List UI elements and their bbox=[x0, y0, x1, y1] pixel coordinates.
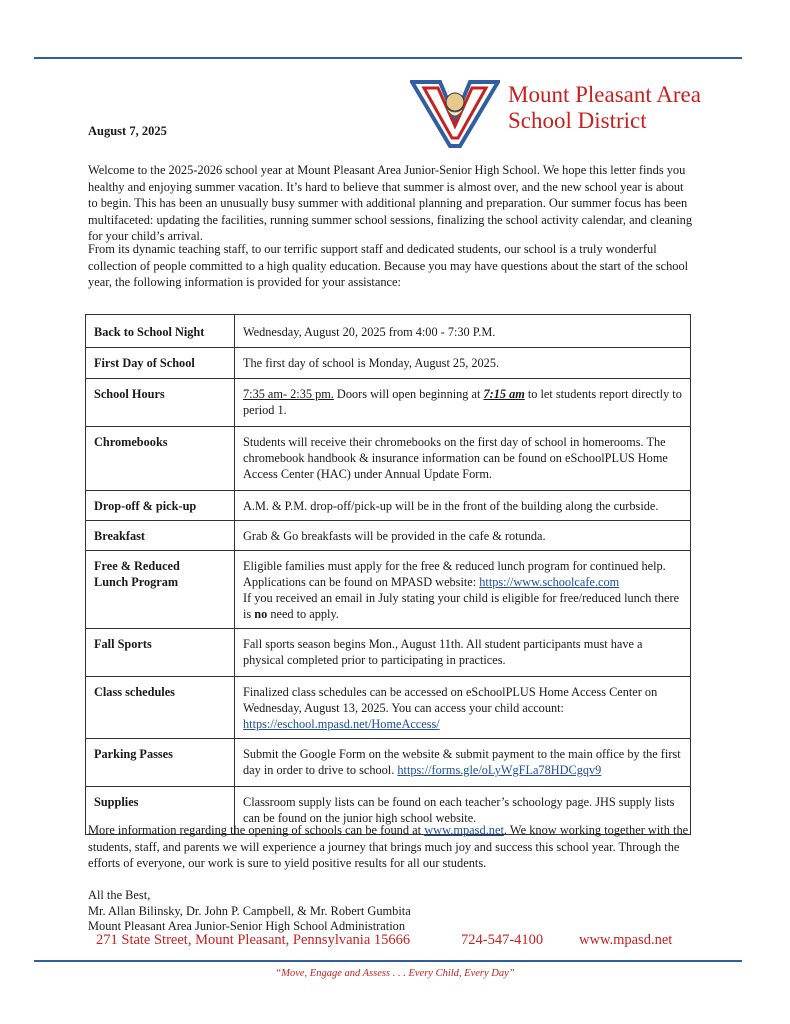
parking-text: Submit the Google Form on the website & submit payment to the main office by the first day in order to drive to school. bbox=[243, 747, 681, 777]
row-text: Classroom supply lists can be found on each teacher’s schoology page. JHS supply lists can be found on the junior high school website. bbox=[235, 787, 691, 835]
home-access-link[interactable]: https://eschool.mpasd.net/HomeAccess/ bbox=[243, 717, 440, 731]
table-row bbox=[86, 551, 691, 629]
lunch-no-emphasis: no bbox=[254, 607, 268, 621]
row-label: Class schedules bbox=[86, 677, 235, 739]
table-row bbox=[86, 379, 691, 427]
row-text: The first day of school is Monday, August 25, 2025. bbox=[235, 348, 691, 379]
closing-text-a: More information regarding the opening of schools can be found at bbox=[88, 823, 425, 837]
district-name bbox=[508, 82, 701, 134]
row-label: Chromebooks bbox=[86, 427, 235, 491]
schoolcafe-link[interactable]: https://www.schoolcafe.com bbox=[479, 575, 620, 589]
district-motto: “Move, Engage and Assess . . . Every Child, Every Day” bbox=[275, 968, 515, 979]
row-text bbox=[235, 739, 691, 787]
row-text bbox=[235, 379, 691, 427]
school-hours-text-b: to let students report directly to period 1. bbox=[243, 387, 682, 417]
lunch-text-b: If you received an email in July stating your child is eligible for free/reduced lunch there is bbox=[243, 591, 680, 621]
row-label: Drop-off & pick-up bbox=[86, 491, 235, 521]
lunch-text-a: Eligible families must apply for the free & reduced lunch program for continued help. Applications can be found on MPASD website: bbox=[243, 559, 666, 589]
table-row bbox=[86, 491, 691, 521]
table-row bbox=[86, 315, 691, 348]
footer-address: 271 State Street, Mount Pleasant, Pennsylvania 15666 bbox=[96, 932, 411, 948]
letter-date: August 7, 2025 bbox=[88, 124, 167, 138]
school-logo-icon bbox=[410, 78, 500, 148]
footer-divider bbox=[34, 960, 742, 962]
row-label: First Day of School bbox=[86, 348, 235, 379]
info-table bbox=[85, 314, 691, 835]
table-row bbox=[86, 521, 691, 551]
row-label: Parking Passes bbox=[86, 739, 235, 787]
signoff-greeting: All the Best, bbox=[88, 888, 151, 902]
row-label: Back to School Night bbox=[86, 315, 235, 348]
district-website-link[interactable]: www.mpasd.net bbox=[424, 823, 504, 837]
signoff bbox=[88, 888, 411, 935]
row-label: Breakfast bbox=[86, 521, 235, 551]
footer-phone: 724-547-4100 bbox=[461, 932, 544, 948]
row-text: Fall sports season begins Mon., August 11th. All student participants must have a physical completed prior to participating in practices. bbox=[235, 629, 691, 677]
signoff-title: Mount Pleasant Area Junior-Senior High School Administration bbox=[88, 919, 406, 933]
schedules-text: Finalized class schedules can be accessed on eSchoolPLUS Home Access Center on Wednesday, August 13, 2025. You can access your child account: bbox=[243, 685, 658, 715]
school-hours-text-a: Doors will open beginning at bbox=[333, 387, 484, 401]
row-text: Students will receive their chromebooks on the first day of school in homerooms. The chromebook handbook & insurance information can be found on eSchoolPLUS Home Access Center (HAC) under Annual Update Form. bbox=[235, 427, 691, 491]
intro-paragraph-1: Welcome to the 2025-2026 school year at Mount Pleasant Area Junior-Senior High School. We hope this letter finds you healthy and enjoying summer vacation. It’s hard to believe that summer is almost over, and the new school year is about to begin. This has been an unusually busy summer with additional planning and preparation. Our summer focus has been multifaceted: updating the facilities, running summer school sessions, finalizing the school activity calendar, and cleaning for your child’s arrival. bbox=[88, 163, 693, 243]
row-label: Fall Sports bbox=[86, 629, 235, 677]
row-text bbox=[235, 551, 691, 629]
district-name-line2: School District bbox=[508, 108, 647, 133]
table-row bbox=[86, 677, 691, 739]
row-label bbox=[86, 551, 235, 629]
header-divider bbox=[34, 57, 742, 59]
parking-form-link[interactable]: https://forms.gle/oLyWgFLa78HDCgqv9 bbox=[397, 763, 602, 777]
closing-paragraph bbox=[88, 822, 694, 872]
row-label-line1: Free & Reduced bbox=[94, 559, 180, 573]
row-text bbox=[235, 677, 691, 739]
row-label-line2: Lunch Program bbox=[94, 575, 179, 589]
row-text: Grab & Go breakfasts will be provided in the cafe & rotunda. bbox=[235, 521, 691, 551]
district-name-line1: Mount Pleasant Area bbox=[508, 82, 701, 107]
school-hours: 7:35 am- 2:35 pm. bbox=[243, 387, 334, 401]
doors-open-time: 7:15 am bbox=[483, 387, 525, 401]
table-row bbox=[86, 348, 691, 379]
table-row bbox=[86, 739, 691, 787]
row-text: Wednesday, August 20, 2025 from 4:00 - 7:30 P.M. bbox=[235, 315, 691, 348]
table-row bbox=[86, 427, 691, 491]
table-row bbox=[86, 629, 691, 677]
closing-text-b: . We know working together with the students, staff, and parents we will experience a journey that brings much joy and success this school year. Through the efforts of everyone, our work is sure to yield positive results for all our students. bbox=[88, 823, 689, 870]
row-text: A.M. & P.M. drop-off/pick-up will be in the front of the building along the curbside. bbox=[235, 491, 691, 521]
row-label: School Hours bbox=[86, 379, 235, 427]
row-label: Supplies bbox=[86, 787, 235, 835]
signoff-names: Mr. Allan Bilinsky, Dr. John P. Campbell, & Mr. Robert Gumbita bbox=[88, 903, 411, 918]
footer-website: www.mpasd.net bbox=[579, 932, 673, 948]
lunch-text-c: need to apply. bbox=[267, 607, 339, 621]
intro-paragraph-2: From its dynamic teaching staff, to our terrific support staff and dedicated students, our school is a truly wonderful collection of people committed to a high quality education. Because you may have questions about the start of the school year, the following information is provided for your assistance: bbox=[88, 242, 689, 289]
